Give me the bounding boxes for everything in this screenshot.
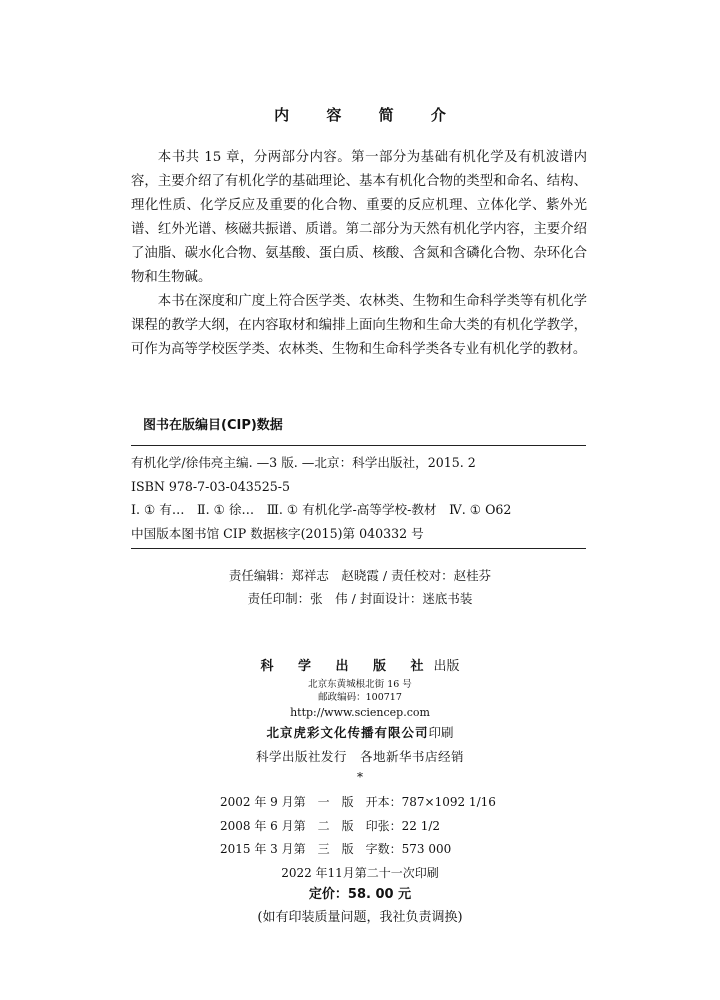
publisher-line xyxy=(0,656,720,678)
credits-editors: 责任编辑：郑祥志 赵晓霞 / 责任校对：赵桂芬 xyxy=(228,568,492,583)
edition-line: 2015 年 3 月第 三 版 字数：573 000 xyxy=(220,842,452,856)
cip-block xyxy=(131,451,586,545)
publisher-url: http://www.sciencep.com xyxy=(290,706,430,719)
edition-line: 2008 年 6 月第 二 版 印张：22 1/2 xyxy=(220,818,441,833)
content-summary xyxy=(131,146,587,362)
page-title: 内 容 简 介 xyxy=(274,106,462,124)
separator-star: * xyxy=(357,770,363,784)
printer-line xyxy=(0,721,720,745)
cip-top-rule xyxy=(131,445,586,446)
publisher-postcode: 邮政编码：100717 xyxy=(318,692,402,703)
printer-suffix: 印刷 xyxy=(428,725,454,740)
cip-heading: 图书在版编目(CIP)数据 xyxy=(143,418,283,433)
publisher-suffix: 出版 xyxy=(433,659,460,674)
credits-production: 责任印制：张 伟 / 封面设计：迷底书装 xyxy=(247,591,473,606)
printer-name: 北京虎彩文化传播有限公司 xyxy=(266,725,429,740)
cip-line-title: 有机化学/徐伟亮主编. —3 版. —北京：科学出版社，2015. 2 xyxy=(131,455,476,470)
cip-line-record: 中国版本图书馆 CIP 数据核字(2015)第 040332 号 xyxy=(131,525,424,541)
distribution-line: 科学出版社发行 各地新华书店经销 xyxy=(255,749,464,764)
quality-notice: (如有印装质量问题，我社负责调换) xyxy=(257,909,463,925)
cip-line-classification: Ⅰ. ① 有… Ⅱ. ① 徐… Ⅲ. ① 有机化学-高等学校-教材 Ⅳ. ① O62 xyxy=(131,502,512,517)
price: 定价：58. 00 元 xyxy=(308,886,412,902)
publication-info xyxy=(0,656,720,930)
cip-line-isbn: ISBN 978-7-03-043525-5 xyxy=(131,478,291,494)
cip-bottom-rule xyxy=(131,548,586,549)
printing-line: 2022 年11月第二十一次印刷 xyxy=(281,865,439,880)
summary-paragraph-2: 本书在深度和广度上符合医学类、农林类、生物和生命科学类等有机化学课程的教学大纲，在内容取材和编排上面向生物和生命大类的有机化学教学，可作为高等学校医学类、农林类、生物和生命科学类各专业有机化学的教材。 xyxy=(131,294,587,357)
summary-paragraph-1: 本书共 15 章，分两部分内容。第一部分为基础有机化学及有机波谱内容，主要介绍了有机化学的基础理论、基本有机化合物的类型和命名、结构、理化性质、化学反应及重要的化合物、重要的反应机理、立体化学、紫外光谱、红外光谱、核磁共振谱、质谱。第二部分为天然有机化学内容，主要介绍了油脂、碳水化合物、氨基酸、蛋白质、核酸、含氮和含磷化合物、杂环化合物和生物碱。 xyxy=(131,150,587,285)
credits xyxy=(0,564,720,610)
publisher-address: 北京东黄城根北街 16 号 xyxy=(308,679,412,690)
edition-line: 2002 年 9 月第 一 版 开本：787×1092 1/16 xyxy=(220,795,496,809)
edition-list xyxy=(200,791,520,862)
publisher-name: 科 学 出 版 社 xyxy=(260,659,434,674)
